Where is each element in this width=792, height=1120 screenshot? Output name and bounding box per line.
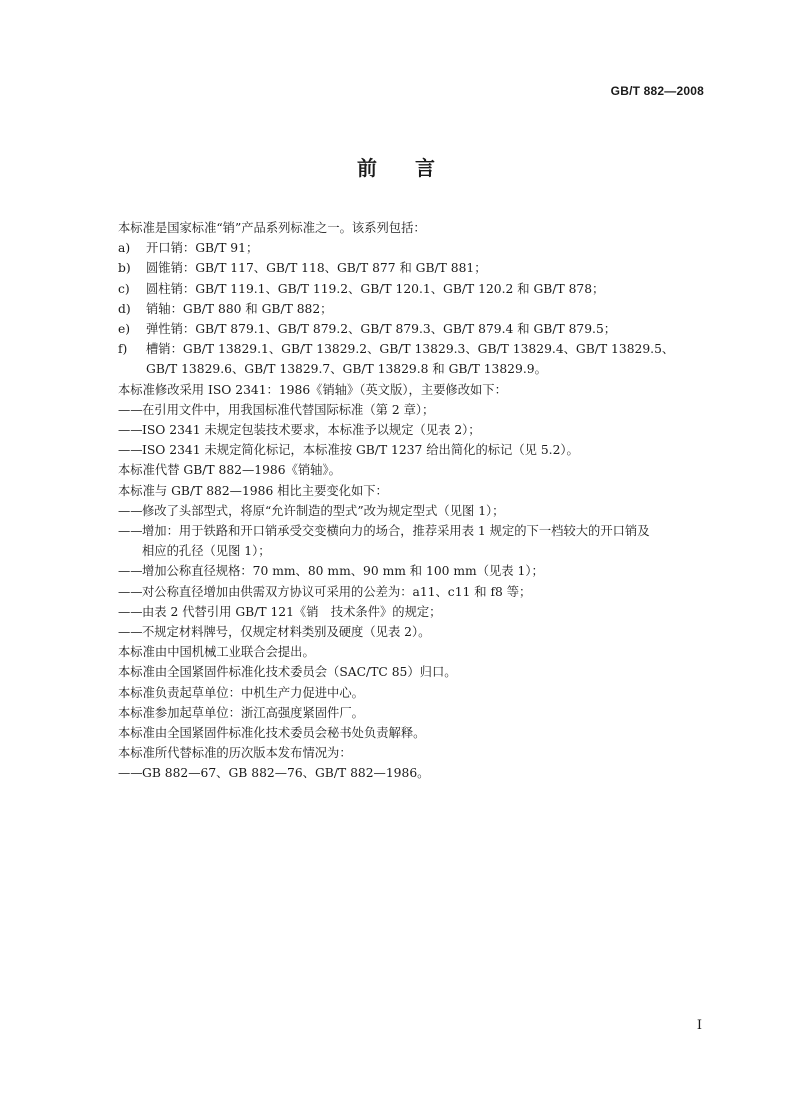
drafter-paragraph: 本标准负责起草单位：中机生产力促进中心。 <box>118 685 364 700</box>
dash-marker: —— <box>118 423 143 438</box>
title-char-left: 前 <box>357 156 377 180</box>
dash-marker: —— <box>118 584 143 599</box>
history-intro-paragraph: 本标准所代替标准的历次版本发布情况为： <box>118 746 352 761</box>
dash-list-item <box>118 400 708 420</box>
dash-marker: —— <box>118 625 143 640</box>
dash-marker: —— <box>118 524 143 539</box>
changes-intro-paragraph: 本标准与 GB/T 882—1986 相比主要变化如下： <box>118 483 388 498</box>
dash-list-item <box>118 420 708 440</box>
dash-list-item <box>118 622 708 642</box>
dash-list-item <box>118 501 708 521</box>
intro-paragraph: 本标准是国家标准“销”产品系列标准之一。该系列包括： <box>118 221 426 235</box>
list-marker: f) <box>118 342 128 357</box>
dash-marker: —— <box>118 604 143 619</box>
dash-marker: —— <box>118 402 143 417</box>
dash-text: 修改了头部型式，将原“允许制造的型式”改为规定型式（见图 1）； <box>142 503 505 518</box>
list-item <box>118 319 708 339</box>
dash-list-item <box>118 582 708 602</box>
dash-list-item <box>118 763 708 783</box>
dash-list-item <box>118 521 708 541</box>
list-item <box>118 258 708 278</box>
list-text: 弹性销：GB/T 879.1、GB/T 879.2、GB/T 879.3、GB/T 879.4 和 GB/T 879.5； <box>146 322 617 337</box>
list-text: 圆锥销：GB/T 117、GB/T 118、GB/T 877 和 GB/T 881； <box>146 261 487 276</box>
dash-text: 对公称直径增加由供需双方协议可采用的公差为：a11、c11 和 f8 等； <box>142 584 532 599</box>
list-item <box>118 339 708 359</box>
list-text: 圆柱销：GB/T 119.1、GB/T 119.2、GB/T 120.1、GB/T 120.2 和 GB/T 878； <box>146 281 605 296</box>
list-marker: e) <box>118 322 131 337</box>
list-marker: d) <box>118 301 131 316</box>
list-item <box>118 238 708 258</box>
dash-marker: —— <box>118 443 143 458</box>
proposer-paragraph: 本标准由中国机械工业联合会提出。 <box>118 645 315 660</box>
list-marker: a) <box>118 241 131 256</box>
dash-text: 由表 2 代替引用 GB/T 121《销 技术条件》的规定； <box>142 604 442 619</box>
co-drafter-paragraph: 本标准参加起草单位：浙江高强度紧固件厂。 <box>118 705 364 720</box>
standard-code-header: GB/T 882—2008 <box>610 84 704 98</box>
dash-marker: —— <box>118 503 143 518</box>
dash-marker: —— <box>118 564 143 579</box>
dash-text: 增加：用于铁路和开口销承受交变横向力的场合，推荐采用表 1 规定的下一档较大的开口销及 <box>142 524 650 539</box>
dash-text: GB 882—67、GB 882—76、GB/T 882—1986。 <box>142 766 430 781</box>
dash-list-item <box>118 561 708 581</box>
dash-text: ISO 2341 未规定包装技术要求，本标准予以规定（见表 2）； <box>142 423 481 438</box>
replaces-paragraph: 本标准代替 GB/T 882—1986《销轴》。 <box>118 463 341 478</box>
dash-list-item <box>118 602 708 622</box>
list-text: 销轴：GB/T 880 和 GB/T 882； <box>146 301 333 316</box>
list-text: 开口销：GB/T 91； <box>146 241 259 256</box>
dash-text: ISO 2341 未规定简化标记，本标准按 GB/T 1237 给出简化的标记（见 5.2）。 <box>142 443 579 458</box>
list-item <box>118 279 708 299</box>
dash-list-item <box>118 440 708 460</box>
page-title <box>0 152 792 181</box>
title-char-right: 言 <box>415 156 435 180</box>
page-number: I <box>696 1018 702 1033</box>
list-marker: c) <box>118 281 130 296</box>
dash-text: 不规定材料牌号，仅规定材料类别及硬度（见表 2）。 <box>142 625 431 640</box>
list-text: 槽销：GB/T 13829.1、GB/T 13829.2、GB/T 13829.3、GB/T 13829.4、GB/T 13829.5、 <box>146 342 675 357</box>
list-marker: b) <box>118 261 131 276</box>
dash-marker: —— <box>118 766 143 781</box>
dash-text: 增加公称直径规格：70 mm、80 mm、90 mm 和 100 mm（见表 1）； <box>142 564 544 579</box>
interpretation-paragraph: 本标准由全国紧固件标准化技术委员会秘书处负责解释。 <box>118 726 426 741</box>
list-item <box>118 299 708 319</box>
iso-adoption-paragraph: 本标准修改采用 ISO 2341：1986《销轴》（英文版），主要修改如下： <box>118 382 507 397</box>
foreword-body <box>118 218 708 784</box>
dash-text: 在引用文件中，用我国标准代替国际标准（第 2 章）； <box>142 402 435 417</box>
dash-item-continuation: 相应的孔径（见图 1）； <box>142 544 271 559</box>
committee-paragraph: 本标准由全国紧固件标准化技术委员会（SAC/TC 85）归口。 <box>118 665 457 680</box>
list-item-continuation: GB/T 13829.6、GB/T 13829.7、GB/T 13829.8 和 GB/T 13829.9。 <box>146 362 547 377</box>
